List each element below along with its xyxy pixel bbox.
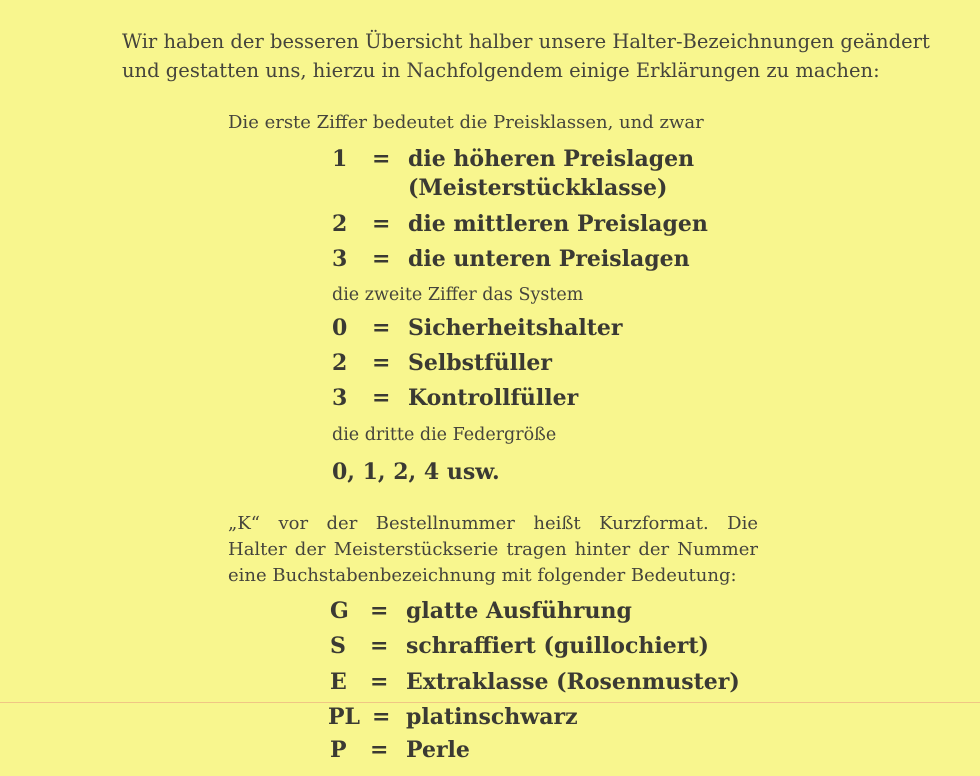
- scan-line-divider: [0, 702, 980, 703]
- first-digit-value-1: die höheren Preislagen: [408, 146, 695, 172]
- letter-code-eq-g: =: [370, 598, 389, 624]
- letter-code-value-s: schraffiert (guillochiert): [406, 633, 709, 659]
- letter-code-value-p: Perle: [406, 737, 470, 763]
- third-digit-values: 0, 1, 2, 4 usw.: [332, 459, 500, 485]
- intro-line-2: und gestatten uns, hierzu in Nachfolgendem einige Erklärungen zu machen:: [122, 59, 880, 82]
- paragraph-line-3: eine Buchstabenbezeichnung mit folgender Bedeutung:: [228, 565, 737, 586]
- second-digit-eq-0: =: [372, 315, 391, 341]
- first-digit-eq-3: =: [372, 246, 391, 272]
- letter-code-key-p: P: [330, 737, 347, 763]
- first-digit-heading: Die erste Ziffer bedeutet die Preisklassen, und zwar: [228, 112, 704, 133]
- first-digit-key-2: 2: [332, 211, 348, 237]
- paragraph-line-2: Halter der Meisterstückserie tragen hinter der Nummer: [228, 539, 758, 560]
- first-digit-value-3: die unteren Preislagen: [408, 246, 690, 272]
- letter-code-key-e: E: [330, 669, 347, 695]
- first-digit-key-1: 1: [332, 146, 348, 172]
- letter-code-key-g: G: [330, 598, 349, 624]
- second-digit-heading: die zweite Ziffer das System: [332, 285, 584, 305]
- letter-code-key-s: S: [330, 633, 346, 659]
- second-digit-eq-3: =: [372, 385, 391, 411]
- second-digit-key-0: 0: [332, 315, 348, 341]
- first-digit-value-2: die mittleren Preislagen: [408, 211, 708, 237]
- second-digit-value-3: Kontrollfüller: [408, 385, 579, 411]
- first-digit-eq-2: =: [372, 211, 391, 237]
- letter-code-eq-e: =: [370, 669, 389, 695]
- first-digit-key-3: 3: [332, 246, 348, 272]
- letter-code-value-g: glatte Ausführung: [406, 598, 632, 624]
- second-digit-value-0: Sicherheitshalter: [408, 315, 623, 341]
- second-digit-value-2: Selbstfüller: [408, 350, 552, 376]
- first-digit-eq-1: =: [372, 146, 391, 172]
- second-digit-eq-2: =: [372, 350, 391, 376]
- letter-code-eq-p: =: [370, 737, 389, 763]
- letter-code-key-pl: PL: [328, 704, 361, 730]
- intro-line-1: Wir haben der besseren Übersicht halber unsere Halter-Bezeichnungen geändert: [122, 30, 930, 53]
- first-digit-value-1-note: (Meisterstückklasse): [408, 175, 668, 201]
- second-digit-key-3: 3: [332, 385, 348, 411]
- letter-code-value-e: Extraklasse (Rosenmuster): [406, 669, 740, 695]
- letter-code-eq-s: =: [370, 633, 389, 659]
- second-digit-key-2: 2: [332, 350, 348, 376]
- third-digit-heading: die dritte die Federgröße: [332, 425, 557, 445]
- letter-code-eq-pl: =: [372, 704, 391, 730]
- paragraph-line-1: „K“ vor der Bestellnummer heißt Kurzformat. Die: [228, 513, 758, 534]
- letter-code-value-pl: platinschwarz: [406, 704, 578, 730]
